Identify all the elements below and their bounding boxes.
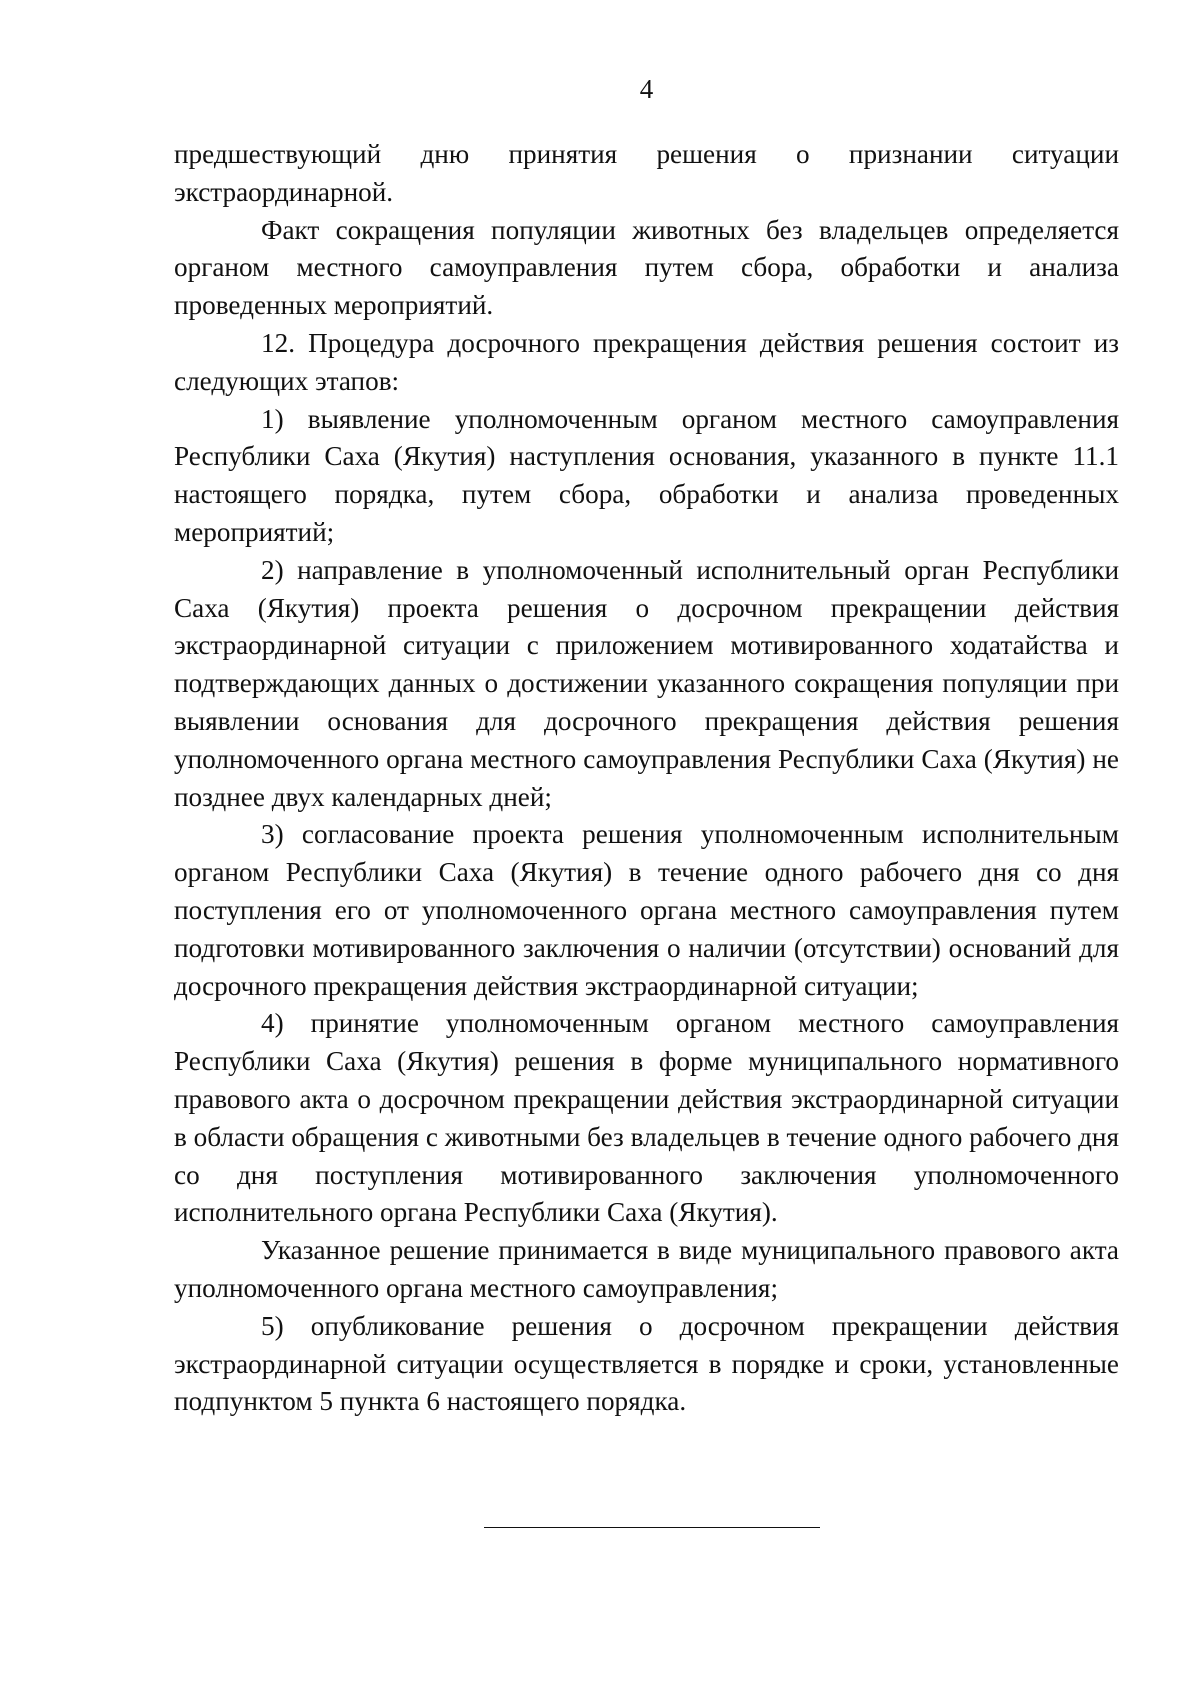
paragraph-item-12: 12. Процедура досрочного прекращения действия решения состоит из следующих этапов: [174, 327, 1119, 396]
paragraph-step-4: 4) принятие уполномоченным органом местного самоуправления Республики Саха (Якутия) решения в форме муниципального нормативного правового акта о досрочном прекращении действия экстраординарной ситуации в области обращения с животными без владельцев в течение одного рабочего дня со дня поступления мотивированного заключения уполномоченного исполнительного органа Республики Саха (Якутия). [174, 1008, 1119, 1228]
page-number: 4 [639, 74, 654, 104]
paragraph-step-2: 2) направление в уполномоченный исполнительный орган Республики Саха (Якутия) проекта решения о досрочном прекращении действия экстраординарной ситуации с приложением мотивированного ходатайства и подтверждающих данных о достижении указанного сокращения популяции при выявлении основания для досрочного прекращения действия решения уполномоченного органа местного самоуправления Республики Саха (Якутия) не позднее двух календарных дней; [174, 554, 1119, 812]
paragraph-population-reduction: Факт сокращения популяции животных без владельцев определяется органом местного самоуправления путем сбора, обработки и анализа проведенных мероприятий. [174, 214, 1119, 321]
closing-divider [484, 1527, 820, 1528]
paragraph-step-5: 5) опубликование решения о досрочном прекращении действия экстраординарной ситуации осуществляется в порядке и сроки, установленные подпунктом 5 пункта 6 настоящего порядка. [174, 1310, 1119, 1417]
document-body [174, 136, 1119, 1421]
paragraph-decision-note: Указанное решение принимается в виде муниципального правового акта уполномоченного органа местного самоуправления; [174, 1235, 1119, 1303]
paragraph-step-3: 3) согласование проекта решения уполномоченным исполнительным органом Республики Саха (Якутия) в течение одного рабочего дня со дня поступления его от уполномоченного органа местного самоуправления путем подготовки мотивированного заключения о наличии (отсутствии) оснований для досрочного прекращения действия экстраординарной ситуации; [174, 819, 1119, 1001]
paragraph-step-1: 1) выявление уполномоченным органом местного самоуправления Республики Саха (Якутия) наступления основания, указанного в пункте 11.1 настоящего порядка, путем сбора, обработки и анализа проведенных мероприятий; [174, 403, 1119, 547]
paragraph-continuation: предшествующий дню принятия решения о признании ситуации экстраординарной. [174, 139, 1119, 207]
